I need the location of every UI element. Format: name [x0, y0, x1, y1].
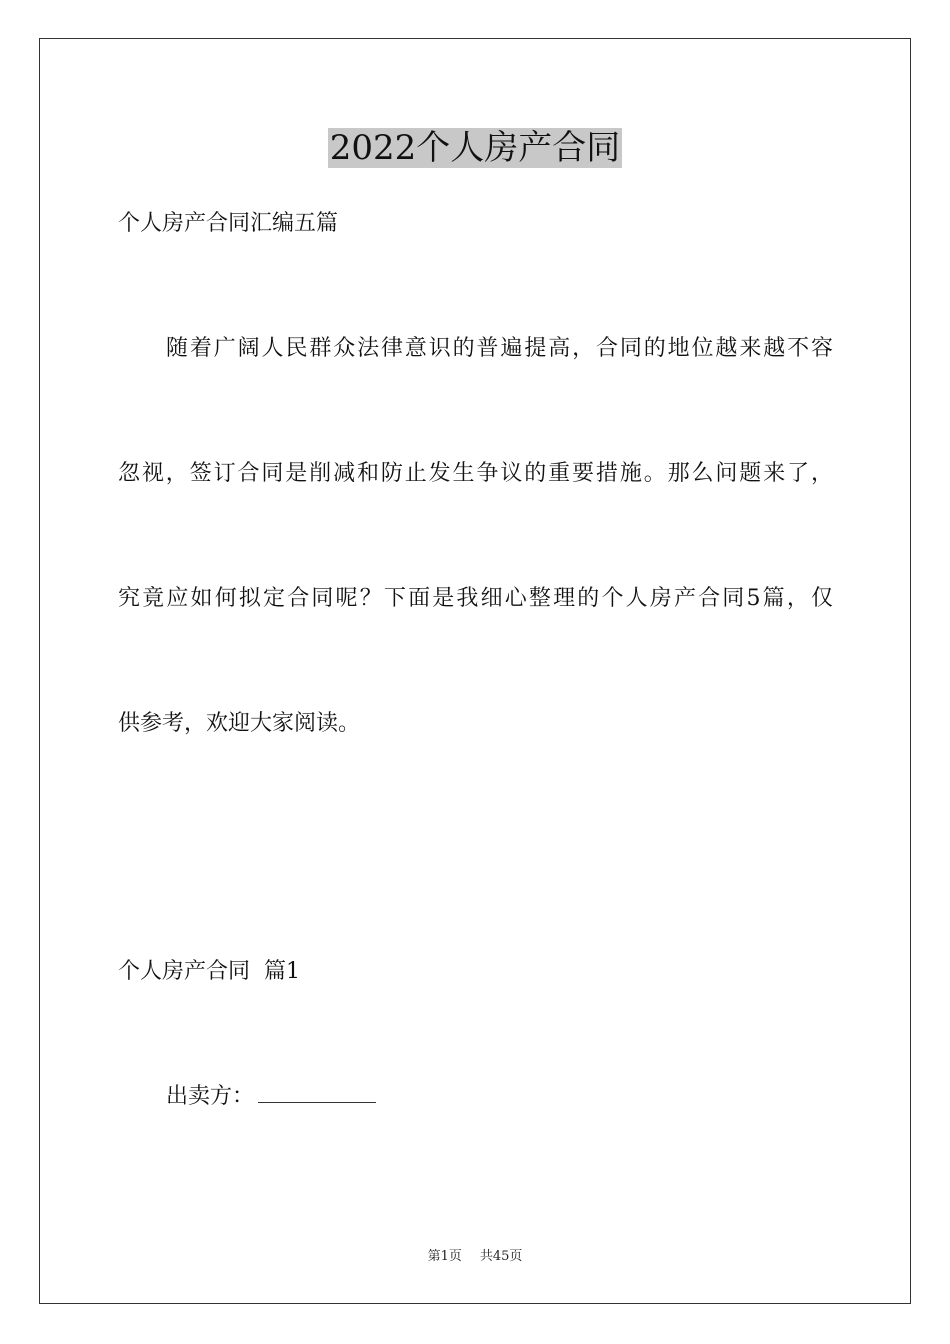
page-number: 第1页: [427, 1249, 462, 1264]
intro-line-4: 供参考，欢迎大家阅读。: [118, 711, 361, 736]
page-total: 共45页: [479, 1249, 523, 1264]
seller-blank: [258, 1082, 376, 1103]
seller-field: [166, 1082, 376, 1112]
intro-line-1: 随着广阔人民群众法律意识的普遍提高，合同的地位越来越不容: [166, 336, 833, 361]
intro-line-2: 忽视，签订合同是削减和防止发生争议的重要措施。那么问题来了，: [118, 461, 833, 486]
page-footer: [0, 1248, 950, 1266]
document-title: [0, 126, 950, 170]
section-heading: 个人房产合同 篇1: [118, 959, 300, 984]
document-subtitle: 个人房产合同汇编五篇: [118, 211, 339, 236]
seller-label: 出卖方：: [166, 1084, 255, 1109]
intro-line-3: 究竟应如何拟定合同呢？下面是我细心整理的个人房产合同5篇，仅: [118, 586, 833, 611]
document-title-text: 2022个人房产合同: [329, 128, 621, 168]
